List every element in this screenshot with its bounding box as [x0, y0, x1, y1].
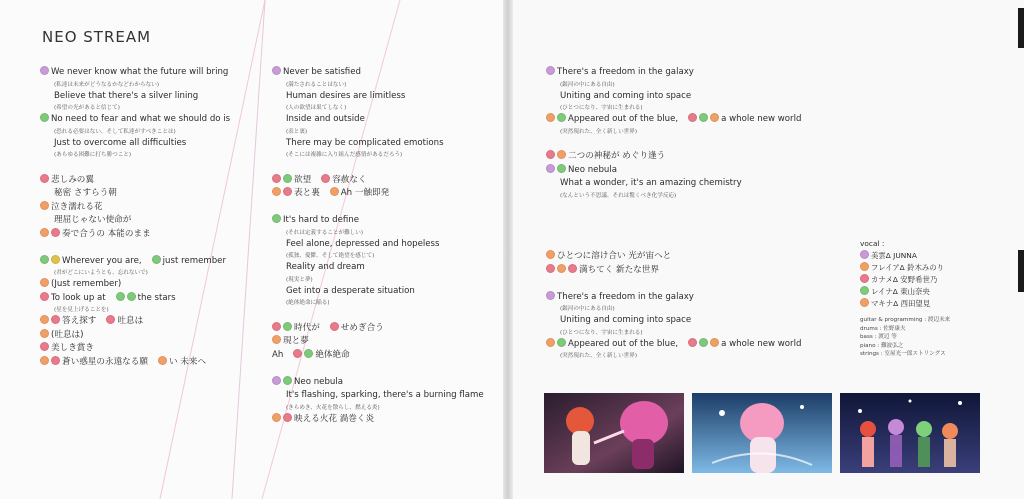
lyric-line — [40, 187, 230, 201]
lyric-text: (なんという不思議、それは驚くべき化学反応) — [560, 192, 677, 199]
lyric-translation — [546, 304, 801, 314]
lyric-translation — [272, 298, 484, 308]
lyric-text-tail: せめぎ合う — [340, 322, 384, 333]
lyric-translation — [272, 275, 484, 285]
lyric-line — [40, 278, 230, 292]
lyric-line — [40, 228, 230, 242]
lyric-line — [272, 174, 484, 188]
lyric-line — [272, 376, 484, 390]
singer-color-icon — [321, 174, 330, 183]
lyric-line — [546, 338, 801, 352]
lyric-translation — [272, 127, 484, 137]
singer-color-icon — [860, 250, 869, 259]
lyric-text-tail: 絶体絶命 — [315, 349, 350, 360]
lyric-text: 蒼い惑星の永遠なる願 — [62, 356, 148, 367]
lyric-line — [272, 335, 484, 349]
lyric-translation — [546, 351, 801, 361]
singer-color-icon — [557, 264, 566, 273]
lyric-text: (そこには複雑に入り組んだ感情があるだろう) — [286, 152, 403, 158]
lyric-text: (Just remember) — [51, 279, 122, 289]
lyric-line — [546, 291, 801, 305]
singer-color-icon — [40, 356, 49, 365]
lyric-text-tail: 吐息は — [117, 316, 144, 326]
lyric-translation — [272, 403, 484, 413]
lyric-text: 理屈じゃない使命が — [54, 215, 132, 225]
lyric-text: Never be satisfied — [283, 67, 361, 77]
lyric-line — [272, 187, 484, 201]
lyric-line — [40, 329, 230, 343]
lyric-text: 表と裏 — [294, 188, 320, 198]
lyrics-column-2 — [272, 66, 484, 426]
lyric-text: There's a freedom in the galaxy — [557, 67, 694, 77]
singer-color-icon — [116, 292, 125, 301]
singer-color-icon — [51, 315, 60, 324]
singer-color-icon — [272, 174, 281, 183]
lyric-text: Uniting and coming into space — [560, 315, 692, 325]
lyric-line — [40, 292, 230, 306]
lyric-line — [272, 261, 484, 275]
lyric-text: Appeared out of the blue, — [568, 114, 679, 124]
anime-still-3-image — [840, 393, 980, 473]
singer-color-icon — [51, 255, 60, 264]
lyric-line — [272, 413, 484, 427]
lyric-translation — [272, 150, 484, 160]
song-title: NEO STREAM — [42, 28, 152, 46]
singer-color-icon — [710, 113, 719, 122]
lyric-line — [40, 137, 230, 151]
singer-color-icon — [40, 255, 49, 264]
lyric-translation — [546, 127, 801, 137]
singer-color-icon — [860, 286, 869, 295]
lyric-text: Believe that there's a silver lining — [54, 90, 199, 101]
singer-color-icon — [40, 342, 49, 351]
lyric-translation — [40, 150, 230, 160]
lyric-text-tail: a whole new world — [721, 338, 802, 349]
lyric-line — [272, 349, 484, 363]
lyric-text: Feel alone, depressed and hopeless — [286, 238, 440, 249]
anime-still-1 — [544, 393, 684, 473]
lyric-line — [40, 201, 230, 215]
lyric-text: 時代が — [294, 322, 320, 333]
lyric-text-tail: the stars — [137, 292, 176, 303]
lyric-text: Inside and outside — [286, 114, 365, 124]
vocal-label: vocal : — [860, 239, 885, 248]
singer-color-icon — [557, 150, 566, 159]
lyrics-column-1 — [40, 66, 230, 369]
lyric-line — [546, 150, 801, 164]
lyric-text: We never know what the future will bring — [51, 67, 229, 77]
lyric-text: (君がどこにいようとも、忘れないで) — [54, 270, 148, 276]
staff-credit: drums : 佐野康夫 — [860, 325, 906, 332]
lyric-line — [40, 214, 230, 228]
lyric-text-tail: a whole new world — [721, 114, 802, 124]
lyric-line — [40, 356, 230, 370]
lyric-line — [546, 264, 801, 278]
edge-mark-middle — [1018, 250, 1024, 292]
singer-color-icon — [699, 338, 708, 347]
lyric-text: (銀河の中にある自由) — [560, 81, 615, 88]
lyric-line — [40, 255, 230, 269]
lyrics-column-3 — [546, 66, 801, 201]
lyric-text: There's a freedom in the galaxy — [557, 291, 694, 302]
anime-still-1-image — [544, 393, 684, 473]
lyric-text: (星を見上げることを) — [54, 307, 109, 313]
credits-block — [860, 238, 950, 359]
lyric-line — [40, 174, 230, 188]
lyric-text: (突然現れた、全く新しい世界) — [560, 353, 638, 359]
stanza-gap — [272, 362, 484, 376]
lyric-translation — [546, 191, 801, 201]
lyric-translation — [40, 268, 230, 278]
lyric-line — [40, 113, 230, 127]
lyric-text: Wherever you are, — [62, 255, 142, 266]
singer-color-icon — [272, 187, 281, 196]
singer-color-icon — [283, 174, 292, 183]
lyric-text: (突然現れた、全く新しい世界) — [560, 128, 638, 135]
singer-color-icon — [546, 250, 555, 259]
lyric-text: (あらゆる困難に打ち勝つこと) — [54, 152, 132, 158]
stanza-gap — [272, 160, 484, 174]
lyric-text-tail: just remember — [162, 255, 227, 266]
singer-color-icon — [40, 292, 49, 301]
singer-color-icon — [860, 262, 869, 271]
stanza-gap — [546, 137, 801, 151]
staff-list — [860, 316, 950, 359]
singer-color-icon — [568, 264, 577, 273]
lyric-text: (満たされることはない) — [286, 81, 347, 88]
lyric-text: (希望の光があると信じて) — [54, 105, 120, 111]
lyric-line — [546, 250, 801, 264]
singer-color-icon — [557, 164, 566, 173]
staff-credit: guitar & programming : 渡辺未来 — [860, 317, 951, 323]
singer-color-icon — [106, 315, 115, 324]
singer-color-icon — [546, 264, 555, 273]
lyric-line — [272, 389, 484, 403]
lyric-text: 二つの神秘が めぐり逢う — [568, 151, 666, 161]
singer-color-icon — [283, 322, 292, 331]
singer-color-icon — [40, 201, 49, 210]
singer-color-icon — [272, 413, 281, 422]
singer-color-icon — [40, 228, 49, 237]
lyric-line — [272, 322, 484, 336]
singer-color-icon — [546, 338, 555, 347]
vocal-name: カナメΔ 安野希世乃 — [871, 275, 938, 284]
singer-color-icon — [304, 349, 313, 358]
lyric-text: (銀河の中にある自由) — [560, 306, 615, 312]
lyric-text: (現実と夢) — [286, 276, 313, 283]
staff-credit: piano : 難波弘之 — [860, 342, 904, 349]
singer-color-icon — [158, 356, 167, 365]
lyric-translation — [272, 251, 484, 261]
singer-color-icon — [283, 187, 292, 196]
singer-color-icon — [40, 329, 49, 338]
lyric-text: It's flashing, sparking, there's a burning flame — [286, 390, 484, 400]
lyric-line — [272, 137, 484, 151]
lyric-text: 現と夢 — [283, 336, 309, 346]
singer-color-icon — [546, 66, 555, 75]
lyric-text: 答え探す — [62, 316, 97, 326]
lyric-text: (それは定義することが難しい) — [286, 229, 364, 236]
lyric-line — [40, 315, 230, 329]
singer-color-icon — [51, 228, 60, 237]
lyric-text: 映える火花 渦巻く炎 — [294, 413, 375, 424]
stanza-gap — [40, 241, 230, 255]
lyric-text: 悲しみの翼 — [51, 174, 94, 185]
lyric-text: Ah — [272, 349, 284, 360]
lyric-text: Uniting and coming into space — [560, 90, 692, 101]
singer-color-icon — [272, 214, 281, 223]
singer-color-icon — [283, 376, 292, 385]
lyric-translation — [272, 103, 484, 113]
lyric-text: Appeared out of the blue, — [568, 338, 679, 349]
lyric-line — [272, 66, 484, 80]
singer-color-icon — [557, 338, 566, 347]
lyric-line — [40, 90, 230, 104]
lyric-line — [272, 214, 484, 228]
left-page — [0, 0, 508, 499]
singer-color-icon — [272, 66, 281, 75]
lyric-text: Human desires are limitless — [286, 90, 406, 101]
singer-color-icon — [293, 349, 302, 358]
stanza-gap — [40, 160, 230, 174]
lyric-line — [546, 66, 801, 80]
lyric-text: 欲望 — [294, 174, 312, 185]
singer-color-icon — [546, 113, 555, 122]
vocal-name: レイナΔ 東山奈央 — [871, 287, 930, 296]
anime-still-2-image — [692, 393, 832, 473]
stanza-gap — [272, 201, 484, 215]
lyric-text: Just to overcome all difficulties — [54, 137, 187, 148]
lyric-line — [272, 90, 484, 104]
lyric-text-tail: Ah 一触即発 — [340, 188, 390, 198]
lyric-text: 美しき賞き — [51, 343, 94, 353]
lyric-line — [546, 314, 801, 328]
lyric-line — [546, 90, 801, 104]
vocal-credit — [860, 250, 950, 262]
singer-color-icon — [272, 322, 281, 331]
lyric-translation — [40, 127, 230, 137]
lyric-translation — [40, 103, 230, 113]
lyric-text: It's hard to define — [283, 215, 360, 225]
lyric-translation — [272, 80, 484, 90]
lyric-line — [546, 177, 801, 191]
lyric-text: What a wonder, it's an amazing chemistry — [560, 178, 742, 188]
lyric-text: 泣き濡れる花 — [51, 201, 103, 212]
page-gutter — [503, 0, 513, 499]
lyric-text: (孤独、憂鬱、そして絶望を感じて) — [286, 253, 375, 259]
anime-still-3 — [840, 393, 980, 473]
vocal-name: 美雲Δ JUNNA — [871, 251, 917, 260]
stanza-gap — [272, 308, 484, 322]
singer-color-icon — [283, 413, 292, 422]
singer-color-icon — [557, 113, 566, 122]
lyric-text: 満ちてく 新たな世界 — [579, 264, 659, 275]
vocal-credit — [860, 286, 950, 298]
lyric-text: (ひとつになり、宇宙に生まれる) — [560, 105, 643, 111]
singer-color-icon — [40, 174, 49, 183]
lyric-text: (きらめき、火花を散らし、燃える炎) — [286, 404, 380, 411]
lyric-line — [546, 164, 801, 178]
singer-color-icon — [710, 338, 719, 347]
vocal-credit — [860, 262, 950, 274]
singer-color-icon — [546, 150, 555, 159]
stanza-gap — [546, 277, 801, 291]
lyric-text: 奏で合うの 本能のまま — [62, 228, 151, 239]
lyric-text-tail: い 未来へ — [168, 356, 207, 367]
singer-color-icon — [152, 255, 161, 264]
singer-color-icon — [699, 113, 708, 122]
edge-mark-top — [1018, 8, 1024, 48]
lyric-translation — [546, 328, 801, 338]
staff-credit: strings : 室屋光一郎ストリングス — [860, 351, 946, 358]
vocal-credit — [860, 298, 950, 310]
lyric-text-tail: 容赦なく — [332, 174, 367, 185]
staff-credit: bass : 渡辺 等 — [860, 334, 897, 341]
lyric-text: Neo nebula — [568, 164, 617, 175]
lyric-line — [546, 113, 801, 127]
singer-color-icon — [860, 298, 869, 307]
singer-color-icon — [272, 335, 281, 344]
singer-color-icon — [40, 113, 49, 122]
lyric-text: (絶体絶命に陥る) — [286, 300, 330, 306]
lyric-text: (私達は未来がどうなるかなどわからない) — [54, 81, 160, 88]
vocal-credit — [860, 274, 950, 286]
lyric-line — [272, 238, 484, 252]
lyric-text: (人の欲望は果てしなく) — [286, 105, 347, 111]
singer-color-icon — [330, 187, 339, 196]
lyric-text: There may be complicated emotions — [286, 137, 444, 148]
vocal-name: フレイアΔ 鈴木みのり — [871, 263, 945, 272]
lyric-text: ひとつに溶け合い 光が宙へと — [557, 251, 672, 261]
lyric-translation — [546, 103, 801, 113]
singer-color-icon — [40, 315, 49, 324]
lyric-text: Neo nebula — [294, 376, 343, 387]
lyric-translation — [546, 80, 801, 90]
singer-color-icon — [272, 376, 281, 385]
lyric-translation — [272, 228, 484, 238]
singer-color-icon — [688, 338, 697, 347]
anime-still-2 — [692, 393, 832, 473]
lyric-translation — [40, 80, 230, 90]
lyric-text: Reality and dream — [286, 262, 365, 272]
lyric-text: (表と裏) — [286, 128, 308, 135]
lyric-text: (吐息は) — [51, 329, 84, 340]
singer-color-icon — [688, 113, 697, 122]
lyric-text: (恐れる必要はない、そして私達がすべきことは) — [54, 128, 176, 135]
singer-color-icon — [40, 66, 49, 75]
lyric-line — [272, 285, 484, 299]
singer-color-icon — [546, 291, 555, 300]
lyric-line — [272, 113, 484, 127]
lyric-text: (ひとつになり、宇宙に生まれる) — [560, 329, 643, 336]
lyric-text: Get into a desperate situation — [286, 285, 415, 296]
singer-color-icon — [330, 322, 339, 331]
lyric-text: To look up at — [51, 292, 106, 303]
singer-color-icon — [40, 278, 49, 287]
singer-color-icon — [51, 356, 60, 365]
lyric-text: 秘密 さすらう朝 — [54, 188, 117, 198]
lyric-translation — [40, 305, 230, 315]
lyric-text: No need to fear and what we should do is — [51, 114, 231, 124]
singer-color-icon — [860, 274, 869, 283]
lyric-line — [40, 342, 230, 356]
vocal-list — [860, 250, 950, 310]
lyrics-column-4 — [546, 250, 801, 361]
lyric-line — [40, 66, 230, 80]
singer-color-icon — [127, 292, 136, 301]
vocal-name: マキナΔ 西田望見 — [871, 299, 931, 308]
singer-color-icon — [546, 164, 555, 173]
